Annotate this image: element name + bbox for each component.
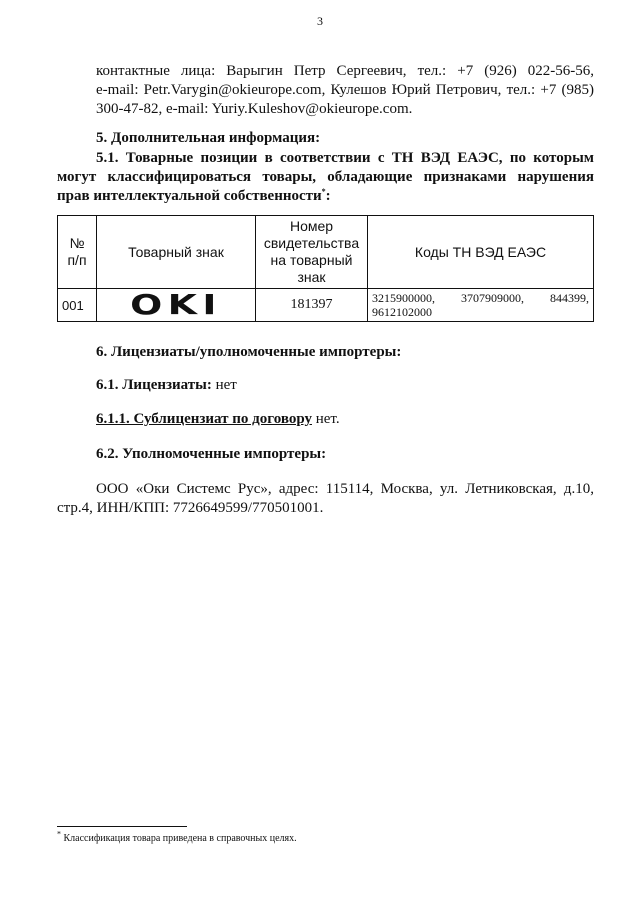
section-5-1-line-3 bbox=[57, 187, 594, 206]
contacts-line-2: e-mail: Petr.Varygin@okieurope.com, Кулешов Юрий Петрович, тел.: +7 (985) bbox=[96, 82, 594, 98]
codes-line-2: 9612102000 bbox=[372, 305, 432, 319]
table-header-row bbox=[58, 216, 594, 289]
footnote bbox=[57, 829, 297, 845]
section-5-title: 5. Дополнительная информация: bbox=[96, 130, 321, 146]
footnote-separator bbox=[57, 826, 187, 827]
section-6-1-value: нет bbox=[211, 377, 237, 393]
importer-line-1: ООО «Оки Системс Рус», адрес: 115114, Москва, ул. Летниковская, д.10, bbox=[96, 481, 594, 497]
cell-num: 001 bbox=[58, 289, 97, 322]
section-5-1-line-3-text: прав интеллектуальной собственности bbox=[57, 188, 322, 204]
section-6-1-1 bbox=[96, 410, 340, 429]
section-6-1 bbox=[96, 376, 237, 395]
section-6-2-title: 6.2. Уполномоченные импортеры: bbox=[96, 446, 327, 462]
cell-codes bbox=[368, 289, 594, 322]
section-6-1-label: 6.1. Лицензиаты: bbox=[96, 377, 212, 393]
importer-paragraph bbox=[57, 480, 594, 518]
cell-certificate: 181397 bbox=[256, 289, 368, 322]
trademark-table bbox=[57, 215, 594, 322]
section-5-1-paragraph bbox=[57, 149, 594, 206]
header-num: № п/п bbox=[58, 216, 97, 289]
oki-logo: OKI bbox=[130, 288, 222, 321]
contacts-line-3: 300-47-82, e-mail: Yuriy.Kuleshov@okieurope.com. bbox=[96, 101, 413, 117]
footnote-marker: * bbox=[57, 829, 61, 839]
contacts-paragraph bbox=[96, 62, 594, 119]
contacts-line-1: контактные лица: Варыгин Петр Сергеевич, тел.: +7 (926) 022-56-56, bbox=[96, 63, 594, 79]
section-5-1-line-1: 5.1. Товарные позиции в соответствии с ТН ВЭД ЕАЭС, по которым bbox=[96, 150, 594, 166]
table-row bbox=[58, 289, 594, 322]
header-certificate: Номер свидетельства на товарный знак bbox=[256, 216, 368, 289]
section-5-1-colon: : bbox=[325, 188, 331, 204]
header-trademark: Товарный знак bbox=[97, 216, 256, 289]
importer-line-2: стр.4, ИНН/КПП: 7726649599/770501001. bbox=[57, 500, 324, 516]
page-number: 3 bbox=[317, 14, 323, 28]
codes-line-1: 3215900000, 3707909000, 844399, bbox=[372, 291, 589, 305]
header-codes: Коды ТН ВЭД ЕАЭС bbox=[368, 216, 594, 289]
section-6-1-1-value: нет. bbox=[311, 411, 340, 427]
section-5-1-line-2: могут классифицироваться товары, обладающие признаками нарушения bbox=[57, 169, 594, 185]
cell-trademark bbox=[97, 289, 256, 322]
footnote-marker-ref: * bbox=[321, 187, 326, 196]
section-6-title: 6. Лицензиаты/уполномоченные импортеры: bbox=[96, 344, 402, 360]
section-6-1-1-label: 6.1.1. Сублицензиат по договору bbox=[96, 411, 312, 427]
footnote-text: Классификация товара приведена в справочных целях. bbox=[61, 833, 297, 844]
